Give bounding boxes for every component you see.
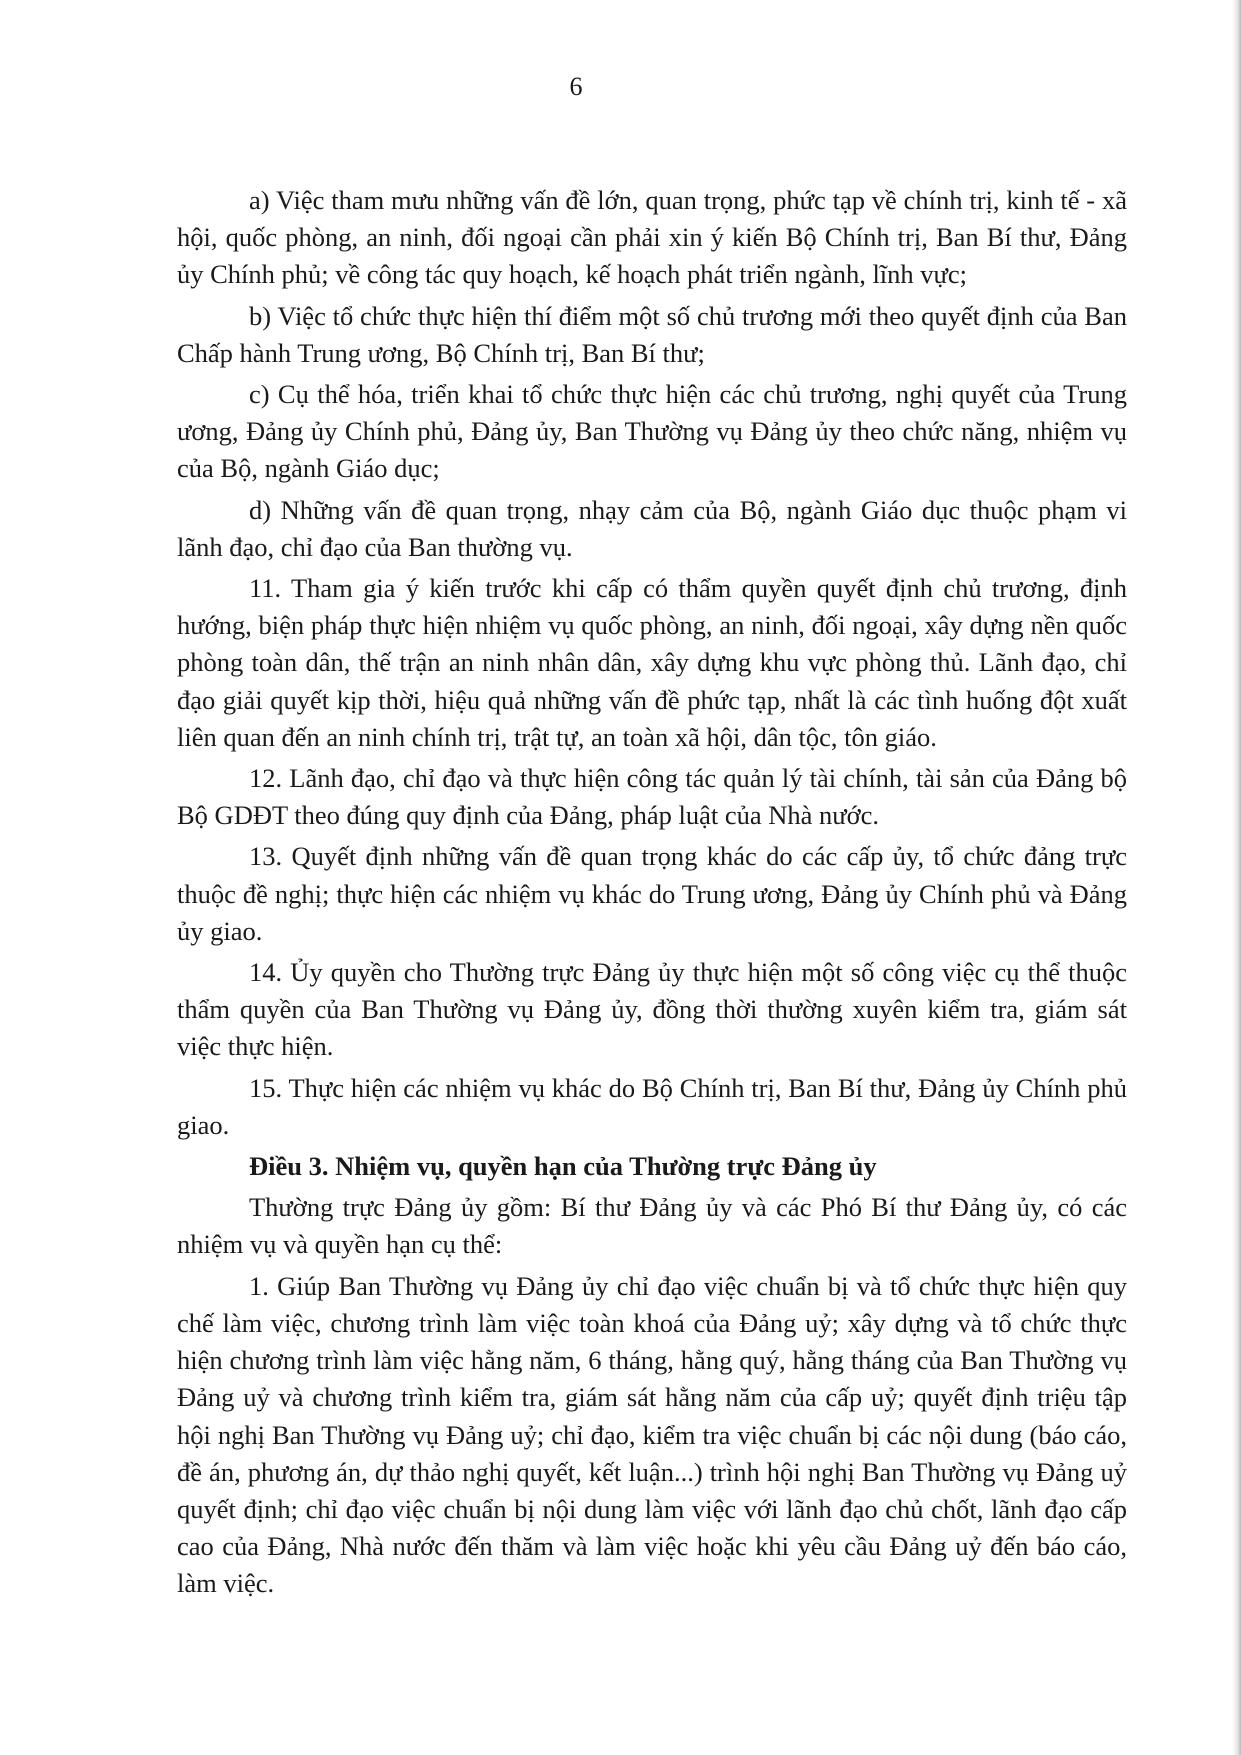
article-3-clause-1: 1. Giúp Ban Thường vụ Đảng ủy chỉ đạo việc chuẩn bị và tổ chức thực hiện quy chế làm việc, chương trình làm việc toàn khoá của Đảng uỷ; xây dựng và tổ chức thực hiện chương trình làm việc hằng năm, 6 tháng, hằng quý, hằng tháng của Ban Thường vụ Đảng uỷ và chương trình kiểm tra, giám sát hằng năm của cấp uỷ; quyết định triệu tập hội nghị Ban Thường vụ Đảng uỷ; chỉ đạo, kiểm tra việc chuẩn bị các nội dung (báo cáo, đề án, phương án, dự thảo nghị quyết, kết luận...) trình hội nghị Ban Thường vụ Đảng uỷ quyết định; chỉ đạo việc chuẩn bị nội dung làm việc với lãnh đạo chủ chốt, lãnh đạo cấp cao của Đảng, Nhà nước đến thăm và làm việc hoặc khi yêu cầu Đảng uỷ đến báo cáo, làm việc. [177, 1270, 1127, 1599]
paragraph-clause-14: 14. Ủy quyền cho Thường trực Đảng ủy thực hiện một số công việc cụ thể thuộc thẩm quyền của Ban Thường vụ Đảng ủy, đồng thời thường xuyên kiểm tra, giám sát việc thực hiện. [177, 957, 1127, 1062]
paragraph-clause-15: 15. Thực hiện các nhiệm vụ khác do Bộ Chính trị, Ban Bí thư, Đảng ủy Chính phủ giao. [177, 1072, 1127, 1140]
paragraph-item-a: a) Việc tham mưu những vấn đề lớn, quan trọng, phức tạp về chính trị, kinh tế - xã hội, quốc phòng, an ninh, đối ngoại cần phải xin ý kiến Bộ Chính trị, Ban Bí thư, Đảng ủy Chính phủ; về công tác quy hoạch, kế hoạch phát triển ngành, lĩnh vực; [177, 185, 1127, 290]
document-body [177, 182, 1127, 1607]
article-3-heading: Điều 3. Nhiệm vụ, quyền hạn của Thường trực Đảng ủy [249, 1151, 877, 1182]
page-edge-shadow [1232, 0, 1241, 1755]
paragraph-item-c: c) Cụ thể hóa, triển khai tổ chức thực hiện các chủ trương, nghị quyết của Trung ương, Đảng ủy Chính phủ, Đảng ủy, Ban Thường vụ Đảng ủy theo chức năng, nhiệm vụ của Bộ, ngành Giáo dục; [177, 379, 1127, 484]
page-number: 6 [569, 72, 583, 101]
paragraph-clause-11: 11. Tham gia ý kiến trước khi cấp có thẩm quyền quyết định chủ trương, định hướng, biện pháp thực hiện nhiệm vụ quốc phòng, an ninh, đối ngoại, xây dựng nền quốc phòng toàn dân, thế trận an ninh nhân dân, xây dựng khu vực phòng thủ. Lãnh đạo, chỉ đạo giải quyết kịp thời, hiệu quả những vấn đề phức tạp, nhất là các tình huống đột xuất liên quan đến an ninh chính trị, trật tự, an toàn xã hội, dân tộc, tôn giáo. [177, 573, 1127, 752]
paragraph-item-d: d) Những vấn đề quan trọng, nhạy cảm của Bộ, ngành Giáo dục thuộc phạm vi lãnh đạo, chỉ đạo của Ban thường vụ. [177, 494, 1127, 562]
paragraph-item-b: b) Việc tổ chức thực hiện thí điểm một số chủ trương mới theo quyết định của Ban Chấp hành Trung ương, Bộ Chính trị, Ban Bí thư; [177, 300, 1127, 368]
article-3-intro: Thường trực Đảng ủy gồm: Bí thư Đảng ủy và các Phó Bí thư Đảng ủy, có các nhiệm vụ và quyền hạn cụ thể: [177, 1192, 1127, 1260]
paragraph-clause-13: 13. Quyết định những vấn đề quan trọng khác do các cấp ủy, tổ chức đảng trực thuộc đề nghị; thực hiện các nhiệm vụ khác do Trung ương, Đảng ủy Chính phủ và Đảng ủy giao. [177, 841, 1127, 946]
paragraph-clause-12: 12. Lãnh đạo, chỉ đạo và thực hiện công tác quản lý tài chính, tài sản của Đảng bộ Bộ GDĐT theo đúng quy định của Đảng, pháp luật của Nhà nước. [177, 763, 1127, 831]
